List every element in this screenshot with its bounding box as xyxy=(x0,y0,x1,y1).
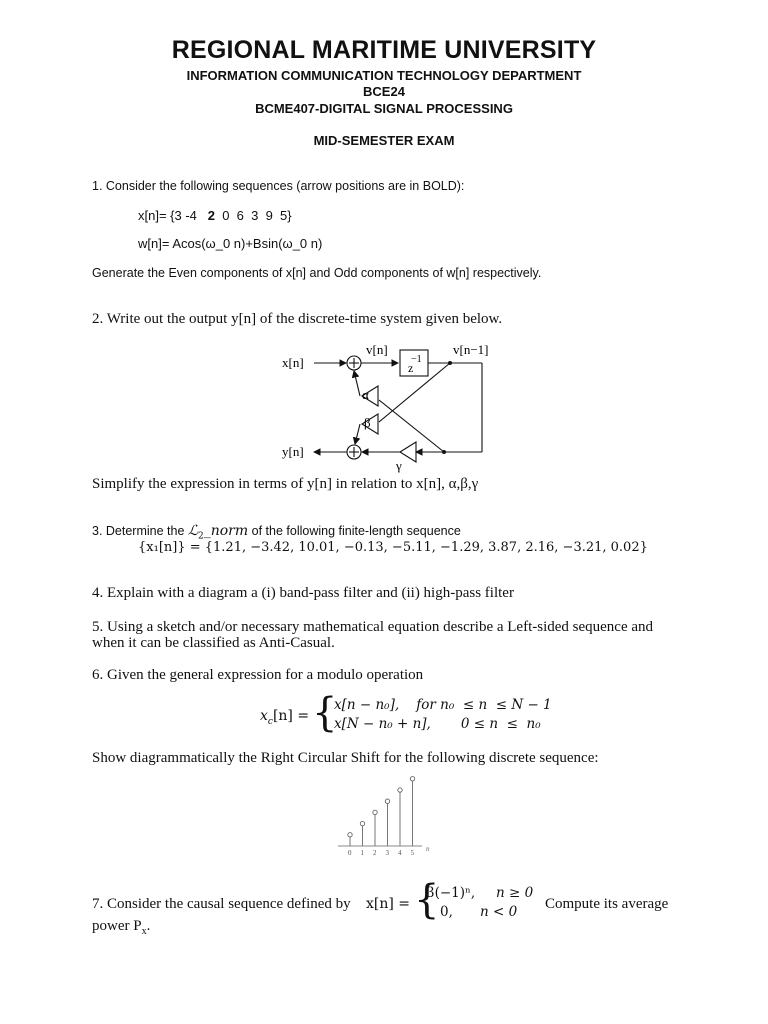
q1-x-sequence xyxy=(138,208,292,223)
q7-line2 xyxy=(92,918,150,937)
q2-simplify: Simplify the expression in terms of y[n] in relation to x[n], α,β,γ xyxy=(92,476,479,492)
stem-tick-label-1: 1 xyxy=(360,849,364,857)
q6-lhs xyxy=(260,708,309,727)
stem-tick-label-5: 5 xyxy=(410,849,414,857)
course-title: BCME407-DIGITAL SIGNAL PROCESSING xyxy=(255,101,513,116)
q1-x-rest: 0 6 3 9 5} xyxy=(222,208,292,223)
stem-point-1 xyxy=(360,821,364,825)
gamma-label: γ xyxy=(396,458,402,473)
q7-case2-cond: n < 0 xyxy=(480,904,518,920)
q6-lhs-x: x xyxy=(260,708,268,724)
q1-intro: 1. Consider the following sequences (arrow positions are in BOLD): xyxy=(92,179,465,193)
beta-label: β xyxy=(364,415,371,430)
university-title: REGIONAL MARITIME UNIVERSITY xyxy=(171,36,597,64)
diagram-vd-label: v[n−1] xyxy=(453,342,489,357)
stem-tick-label-3: 3 xyxy=(385,849,389,857)
q6-lhs-sub: c xyxy=(267,716,273,727)
q7-brace: { xyxy=(414,877,440,923)
q7-lhs: x[n] = xyxy=(366,896,411,912)
q6-show: Show diagrammatically the Right Circular Shift for the following discrete sequence: xyxy=(92,750,599,766)
stem-tick-label-4: 4 xyxy=(398,849,402,857)
q6-case1: x[n − n₀], for n₀ ≤ n ≤ N − 1 xyxy=(334,697,552,713)
q4-text: 4. Explain with a diagram a (i) band-pass filter and (ii) high-pass filter xyxy=(92,585,514,601)
q7-period: . xyxy=(146,918,151,934)
q3-sequence: {x₁[n]} = {1.21, −3.42, 10.01, −0.13, −5.11, −1.29, 3.87, 2.16, −3.21, 0.02} xyxy=(138,540,648,555)
exam-title: MID-SEMESTER EXAM xyxy=(313,133,455,148)
stem-point-4 xyxy=(398,788,402,792)
stem-point-5 xyxy=(410,777,414,781)
stem-point-3 xyxy=(385,799,389,803)
delay-exponent: −1 xyxy=(411,354,422,365)
q3-line: 3. Determine the ℒ$_2$_norm of the following finite-length sequence xyxy=(92,523,461,542)
block-diagram xyxy=(280,338,500,474)
q1-task: Generate the Even components of x[n] and Odd components of w[n] respectively. xyxy=(92,266,542,280)
stem-tick-label-0: 0 xyxy=(348,849,352,857)
alpha-label: α xyxy=(362,387,369,402)
q1-x-arrow-value: 2 xyxy=(207,208,215,223)
q7-case2-value: 0, xyxy=(440,904,453,920)
q7-power-word: power P xyxy=(92,918,142,934)
q7-case1-value: 3(−1)ⁿ, xyxy=(426,885,476,901)
gamma-multiplier xyxy=(400,442,416,462)
class-code: BCE24 xyxy=(363,84,405,99)
q5-line2: when it can be classified as Anti-Casual. xyxy=(92,635,335,651)
q2-text: 2. Write out the output y[n] of the discrete-time system given below. xyxy=(92,311,503,327)
delay-z: z xyxy=(408,361,414,375)
q3-suffix: of the following finite-length sequence xyxy=(251,524,461,538)
q3-norm-word: norm xyxy=(210,523,249,539)
q7-power-sub: x xyxy=(141,926,147,937)
stem-point-2 xyxy=(373,810,377,814)
q7-after: Compute its average xyxy=(545,896,669,912)
q1-x-prefix: x[n]= {3 -4 xyxy=(138,208,197,223)
q5-line1: 5. Using a sketch and/or necessary mathematical equation describe a Left-sided sequence and xyxy=(92,619,654,635)
q1-w-sequence: w[n]= Acos(ω_0 n)+Bsin(ω_0 n) xyxy=(138,236,323,251)
stem-tick-label-2: 2 xyxy=(373,849,377,857)
q3-prefix: 3. Determine the xyxy=(92,524,185,538)
diagram-v-label: v[n] xyxy=(366,342,388,357)
q6-brace: { xyxy=(312,690,338,736)
stem-axis-name: n xyxy=(426,845,430,853)
q7-text: 7. Consider the causal sequence defined by xyxy=(92,896,351,912)
stem-point-0 xyxy=(348,833,352,837)
q6-case2: x[N − n₀ + n], 0 ≤ n ≤ n₀ xyxy=(334,716,541,732)
q6-text: 6. Given the general expression for a modulo operation xyxy=(92,667,424,683)
department-title: INFORMATION COMMUNICATION TECHNOLOGY DEPARTMENT xyxy=(186,68,582,83)
q3-norm-sub: 2 xyxy=(198,531,204,542)
diagram-y-label: y[n] xyxy=(282,444,304,459)
q7-case1-cond: n ≥ 0 xyxy=(496,885,534,901)
diagram-x-label: x[n] xyxy=(282,355,304,370)
q3-norm-symbol: ℒ xyxy=(187,523,198,539)
stem-plot xyxy=(336,768,436,864)
q6-lhs-rest: [n] = xyxy=(272,708,310,724)
